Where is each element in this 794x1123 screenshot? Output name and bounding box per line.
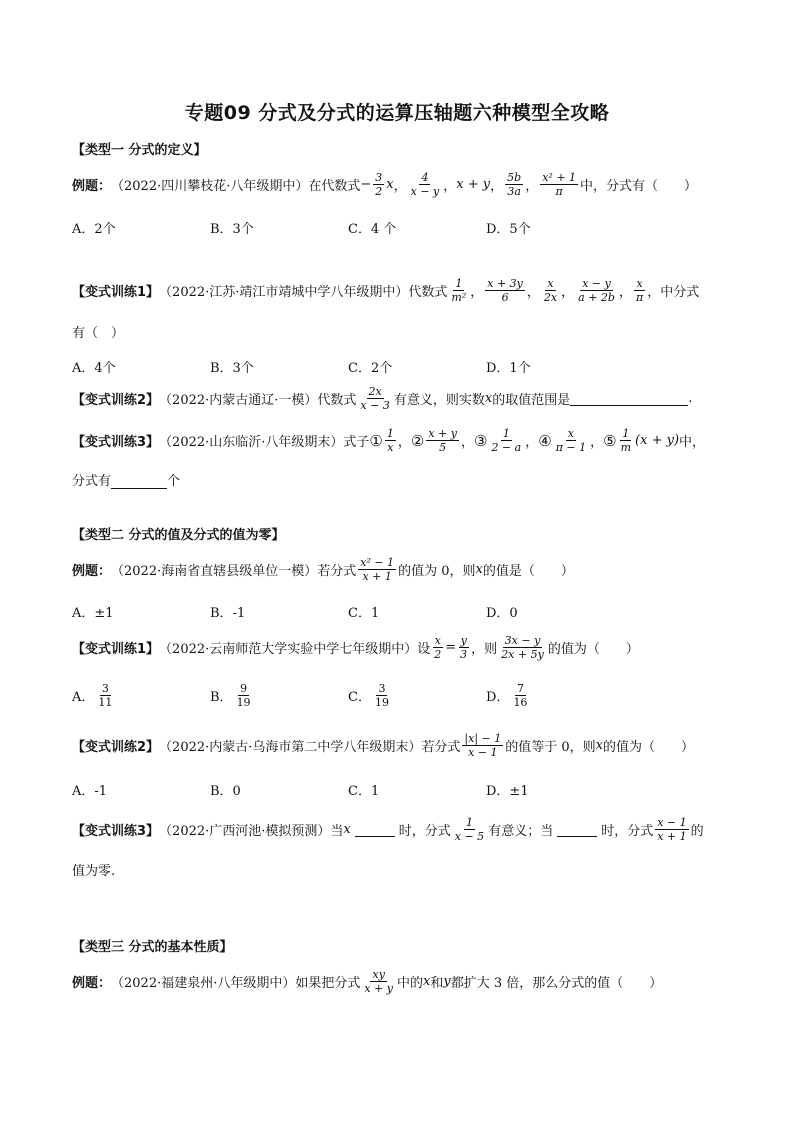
fraction: $\frac{5b}{3a}$ [507, 171, 522, 198]
q3-text: 的取值范围是 [492, 393, 571, 408]
fraction: $\frac{7}{16}$ [513, 682, 528, 709]
variable: x [343, 822, 351, 837]
option-c: C． $\frac{3}{19}$ [348, 682, 389, 709]
fraction: $\frac{x - 1}{x + 1}$ [657, 816, 687, 843]
equals-sign: = [445, 640, 457, 655]
question-6 [72, 634, 639, 661]
option-c: C．1 [348, 606, 380, 621]
variant-label: 【变式训练1】 [72, 642, 160, 657]
question-4: 【变式训练3】 （2022·山东临沂·八年级期末）式子 ① $\frac{1}{x}$ ， ② $\frac{x + y}{5}$ ， ③ $\frac{1}{2 - a}$ ， ④ $\frac{x}{\pi - 1}$ ， ⑤ $\frac{1}{m}$ (x + y) 中， [72, 427, 706, 454]
answer-blank[interactable] [355, 822, 395, 837]
question-5 [72, 556, 574, 583]
q2-line2: 有（ ） [72, 326, 125, 341]
option-b: B．3个 [210, 222, 254, 237]
option-a: A．-1 [72, 784, 108, 799]
answer-blank[interactable] [111, 474, 167, 489]
variant-label: 【变式训练3】 [72, 435, 160, 450]
fraction: $\frac{1}{m}$ [620, 427, 632, 454]
fraction: $\frac{x + 3y}{6}$ [487, 277, 523, 304]
variant-label: 【变式训练2】 [72, 393, 160, 408]
answer-blank[interactable] [557, 822, 597, 837]
q8-text: 时，分式 [398, 824, 451, 839]
fraction: $\frac{x}{2x}$ [543, 277, 558, 304]
fraction: $\frac{1}{x}$ [386, 427, 394, 454]
fraction: $\frac{\text{x² + 1}}{\pi}$ [542, 171, 577, 198]
q4-source: （2022·山东临沂·八年级期末）式子 [159, 435, 370, 450]
q4-line2 [72, 470, 180, 489]
question-3 [72, 385, 692, 412]
fraction: $\frac{x}{\pi - 1}$ [555, 427, 587, 454]
variable: x [423, 974, 431, 989]
q9-text: 和 [430, 976, 444, 991]
answer-blank[interactable] [570, 391, 688, 406]
expression: (x + y) [635, 433, 680, 448]
q6-text: ，则 [471, 642, 498, 657]
fraction: $\frac{x}{2}$ [434, 634, 442, 661]
q9-text: 都扩大 3 倍，那么分式的值（ ） [450, 976, 663, 991]
option-d: D．1个 [486, 361, 531, 376]
q8-text: 有意义；当 [488, 824, 554, 839]
option-a: A． $\frac{3}{11}$ [72, 682, 113, 709]
item-marker: ⑤ [603, 431, 617, 450]
option-c: C．2个 [348, 361, 393, 376]
fraction: $\frac{x + y}{5}$ [428, 427, 457, 454]
q8-text: 时，分式 [601, 824, 654, 839]
question-8 [72, 816, 704, 843]
q8-source: （2022·广西河池·模拟预测）当 [159, 824, 344, 839]
expression: x + y [456, 177, 491, 192]
page-title: 专题09 分式及分式的运算压轴题六种模型全攻略 [184, 102, 610, 124]
item-marker: ② [410, 431, 425, 450]
q2-source: （2022·江苏·靖江市靖城中学八年级期中）代数式 [159, 285, 448, 300]
q2-tail: ，中分式 [647, 285, 700, 300]
option-d: D．±1 [486, 784, 529, 799]
fraction: $\frac{x}{\pi}$ [635, 277, 644, 304]
q1-source: （2022·四川攀枝花·八年级期中）在代数式 [111, 179, 361, 194]
fraction: $\frac{9}{19}$ [236, 682, 251, 709]
option-d: D． $\frac{7}{16}$ [486, 682, 528, 709]
option-b: B．3个 [210, 361, 254, 376]
fraction: $\frac{1}{x - 5}$ [454, 816, 485, 843]
variant-label: 【变式训练3】 [72, 824, 160, 839]
question-9 [72, 968, 662, 995]
fraction: $\frac{|x| - 1}{x - 1}$ [464, 732, 502, 759]
option-d: D．0 [486, 606, 518, 621]
option-b: B．-1 [210, 606, 246, 621]
q7-text: 的值等于 0，则 [505, 740, 596, 755]
item-marker: ④ [538, 431, 552, 450]
section-heading-2: 【类型二 分式的值及分式的值为零】 [72, 528, 285, 543]
fraction: $\frac{x - y}{a + 2b}$ [578, 277, 615, 304]
q6-text: 的值为（ ） [547, 642, 639, 657]
question-1: 例题： （2022·四川攀枝花·八年级期中）在代数式 − $\frac{3}{2}$ x ， $\frac{4}{x - y}$ ， x + y ， $\frac{5b}{3a}$ ， $\frac{\text{x² + 1}}{\pi}$ 中，分式有（ ） [72, 171, 698, 198]
option-c: C．1 [348, 784, 380, 799]
option-c: C．4 个 [348, 222, 397, 237]
minus-sign: − [360, 177, 372, 192]
fraction: $\frac{xy}{x + y}$ [364, 968, 394, 995]
q5-text: 的值是（ ） [482, 564, 574, 579]
section-heading-3: 【类型三 分式的基本性质】 [72, 940, 233, 955]
q8-line2: 值为零. [72, 864, 116, 879]
option-a: A．4个 [72, 361, 116, 376]
variable: x [595, 738, 603, 753]
example-label: 例题： [72, 976, 112, 991]
q7-source: （2022·内蒙古·乌海市第二中学八年级期末）若分式 [159, 740, 461, 755]
q9-source: （2022·福建泉州·八年级期中）如果把分式 [111, 976, 361, 991]
option-b: B．0 [210, 784, 241, 799]
variable: x [475, 562, 483, 577]
example-label: 例题： [72, 564, 112, 579]
q3-text: 有意义，则实数 [393, 393, 485, 408]
fraction: $\frac{\text{x² − 1}}{x + 1}$ [360, 556, 395, 583]
q4-tail: 中， [679, 435, 706, 450]
question-7 [72, 732, 694, 759]
option-b: B． $\frac{9}{19}$ [210, 682, 251, 709]
variable: y [443, 974, 451, 989]
fraction: $\frac{1}{2 - a}$ [491, 427, 522, 454]
variable: x [386, 177, 394, 192]
section-heading-1: 【类型一 分式的定义】 [72, 143, 207, 158]
q6-source: （2022·云南师范大学实验中学七年级期中）设 [159, 642, 431, 657]
fraction: $\frac{2x}{x - 3}$ [360, 385, 390, 412]
fraction: $\frac{3x - y}{2x + 5y}$ [501, 634, 544, 661]
q4-text: 分式有 [72, 474, 112, 489]
q7-text: 的值为（ ） [602, 740, 694, 755]
example-label: 例题： [72, 179, 112, 194]
fraction: $\frac{1}{\text{m²}}$ [451, 277, 467, 304]
fraction: $\frac{3}{2}$ [375, 171, 383, 198]
q9-text: 中的 [397, 976, 424, 991]
question-2: 【变式训练1】 （2022·江苏·靖江市靖城中学八年级期中）代数式 $\frac{1}{\text{m²}}$ ， $\frac{x + 3y}{6}$ ， $\frac{x}{2x}$ ， $\frac{x - y}{a + 2b}$ ， $\frac{x}{\pi}$ ，中分式 [72, 277, 700, 304]
fraction: $\frac{3}{11}$ [98, 682, 113, 709]
item-marker: ① [369, 431, 383, 450]
variable: x [484, 391, 493, 406]
option-a: A．±1 [72, 606, 114, 621]
fraction: $\frac{3}{19}$ [374, 682, 389, 709]
variant-label: 【变式训练1】 [72, 285, 160, 300]
q1-tail: 中，分式有（ ） [580, 179, 698, 194]
option-d: D．5个 [486, 222, 531, 237]
q4-text: 个 [167, 474, 181, 489]
q5-source: （2022·海南省直辖县级单位一模）若分式 [111, 564, 357, 579]
q8-text: 的 [690, 824, 704, 839]
q3-source: （2022·内蒙古通辽·一模）代数式 [159, 393, 357, 408]
item-marker: ③ [473, 431, 488, 450]
fraction: $\frac{y}{3}$ [460, 634, 468, 661]
q5-text: 的值为 0，则 [398, 564, 476, 579]
option-a: A．2个 [72, 222, 116, 237]
period: . [688, 391, 693, 406]
fraction: $\frac{4}{x - y}$ [410, 171, 440, 198]
variant-label: 【变式训练2】 [72, 740, 160, 755]
